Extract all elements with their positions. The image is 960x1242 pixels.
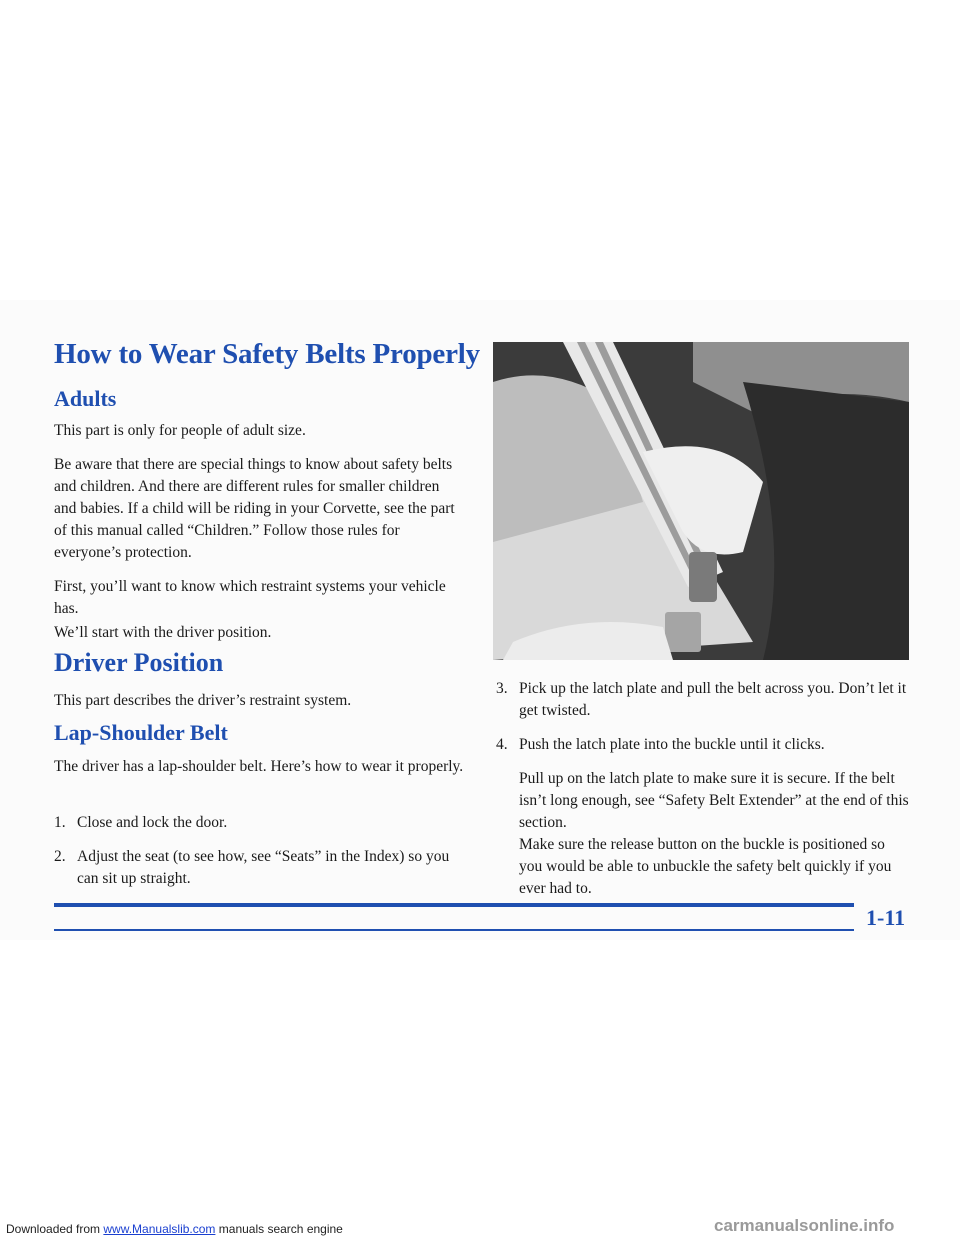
paragraph-adult-size: This part is only for people of adult size. <box>54 422 306 439</box>
step-number: 1. <box>54 814 66 831</box>
download-suffix: manuals search engine <box>215 1222 343 1236</box>
manualslib-link[interactable]: www.Manualslib.com <box>103 1222 216 1236</box>
step-text: Close and lock the door. <box>77 814 228 831</box>
paragraph-children: Be aware that there are special things to know about safety belts and children. And there are different rules for smaller children and babies. If a child will be riding in your Corvette, see the part of this manual called “Children.” Follow those rules for everyone’s protection. <box>54 456 455 561</box>
belt-illustration <box>493 342 909 660</box>
paragraph-secure-latch: Pull up on the latch plate to make sure it is secure. If the belt isn’t long enough, see “Safety Belt Extender” at the end of this section. <box>519 770 909 831</box>
step-number: 3. <box>496 680 508 697</box>
download-prefix: Downloaded from <box>6 1222 104 1236</box>
page-title: How to Wear Safety Belts Properly <box>54 338 480 370</box>
paragraph-lap-shoulder: The driver has a lap-shoulder belt. Here’s how to wear it properly. <box>54 758 464 775</box>
paragraph-driver-start: We’ll start with the driver position. <box>54 624 272 641</box>
footer-rule-thick <box>54 903 854 907</box>
step-text: Push the latch plate into the buckle until it clicks. <box>519 736 825 753</box>
step-text: Adjust the seat (to see how, see “Seats” in the Index) so you can sit up straight. <box>77 848 450 887</box>
footer-rule-thin <box>54 929 854 931</box>
safety-belt-photo <box>493 342 909 660</box>
heading-lap-shoulder-belt: Lap-Shoulder Belt <box>54 720 228 745</box>
watermark: carmanualsonline.info <box>714 1216 895 1235</box>
step-text: Pick up the latch plate and pull the belt across you. Don’t let it get twisted. <box>519 680 907 719</box>
step-number: 2. <box>54 848 66 865</box>
step-number: 4. <box>496 736 508 753</box>
paragraph-restraint-systems: First, you’ll want to know which restraint systems your vehicle has. <box>54 578 446 617</box>
paragraph-driver-system: This part describes the driver’s restraint system. <box>54 692 352 709</box>
heading-adults: Adults <box>54 386 117 411</box>
heading-driver-position: Driver Position <box>54 648 224 677</box>
download-notice <box>6 1222 343 1236</box>
page-number: 1-11 <box>866 905 906 930</box>
paragraph-release-button: Make sure the release button on the buckle is positioned so you would be able to unbuckle the safety belt quickly if you ever had to. <box>519 836 892 897</box>
